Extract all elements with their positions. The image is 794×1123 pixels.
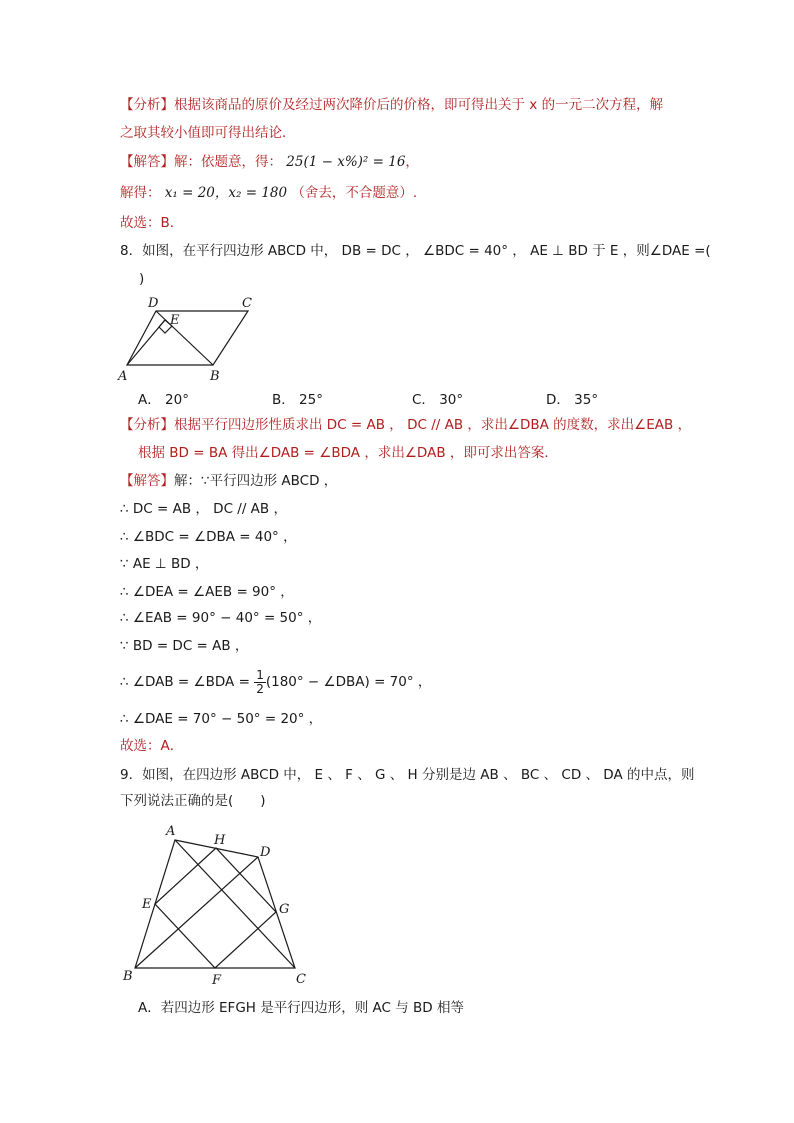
label-c: C [296,972,306,987]
label-e: E [170,313,180,328]
label-a: A [118,369,128,384]
answer-tag: 【解答】 [120,473,174,489]
label-b: B [210,369,220,384]
q8-step-2: ∴ ∠BDC = ∠DBA = 40° ， [120,529,297,545]
fraction-numerator: 1 [256,667,264,682]
q7-analysis-line-2: 之取其较小值即可得出结论． [120,125,296,141]
q8-option-c: C． 30° [412,392,464,408]
frac-step-post: (180° − ∠DBA) = 70° ， [265,674,432,690]
q8-answer-line [120,472,337,490]
analysis-tag: 【分析】 [120,417,174,433]
q7-analysis-line-1 [120,96,663,114]
analysis-tag: 【分析】 [120,97,174,113]
quadrilateral-efgh [155,848,276,968]
frac-step-pre: ∴ ∠DAB = ∠BDA = [120,674,250,690]
fraction-one-half [254,669,266,696]
q7-solve-note: （舍去，不合题意）. [291,185,418,201]
q7-equation: 25(1 − x%)² = 16 [286,154,406,170]
label-a: A [166,824,176,839]
label-d: D [260,845,271,860]
q8-analysis-line-2: 根据 BD = BA 得出∠DAB = ∠BDA ，求出∠DAB ，即可求出答案． [138,445,558,461]
q9-quadrilateral-figure [118,820,318,990]
label-h: H [214,833,226,848]
label-c: C [242,296,252,311]
q7-answer-text: 解：依题意，得： [174,154,282,170]
q8-step-4: ∴ ∠DEA = ∠AEB = 90° ， [120,584,294,600]
q7-answer-line [120,153,419,171]
q7-choice: 故选：B． [120,215,184,231]
quadrilateral-abcd [135,840,295,968]
q8-step-1: ∴ DC = AB ， DC // AB ， [120,501,287,517]
q7-analysis-text: 根据该商品的原价及经过两次降价后的价格，即可得出关于 x 的一元二次方程，解 [174,97,664,113]
q8-analysis-line-1 [120,416,691,434]
label-d: D [148,296,159,311]
q8-last-step: ∴ ∠DAE = 70° − 50° = 20° ， [120,711,323,727]
q8-step-5: ∴ ∠EAB = 90° − 40° = 50° ， [120,610,322,626]
label-b: B [123,969,133,984]
q8-option-d: D． 35° [546,392,599,408]
q8-parallelogram-figure [110,295,270,385]
label-e: E [142,897,152,912]
q8-choice: 故选：A． [120,738,184,754]
q8-analysis-text: 根据平行四边形性质求出 DC = AB ， DC // AB ，求出∠DBA 的度数，求出∠EAB ， [174,417,692,433]
q8-stem-line-1: 8．如图，在平行四边形 ABCD 中， DB = DC ， ∠BDC = 40° ， AE ⊥ BD 于 E ，则∠DAE =( [120,243,711,259]
q9-stem-line-2: 下列说法正确的是( ) [120,793,266,809]
q7-solve-line [120,184,417,202]
diagonal-bd [135,857,258,968]
answer-tag: 【解答】 [120,154,174,170]
q8-option-a: A． 20° [138,392,189,408]
q8-step-6: ∵ BD = DC = AB ， [120,638,249,654]
diagonal-ac [175,840,295,968]
q9-option-a: A．若四边形 EFGH 是平行四边形，则 AC 与 BD 相等 [138,1000,464,1016]
q8-option-b: B． 25° [272,392,323,408]
q7-comma: ， [405,154,419,170]
q8-fraction-step [120,666,431,698]
q9-stem-line-1: 9．如图，在四边形 ABCD 中， E 、 F 、 G 、 H 分别是边 AB 、 BC 、 CD 、 DA 的中点，则 [120,767,695,783]
parallelogram-abcd [127,311,248,365]
diagonal-db [156,311,213,365]
q8-answer-text: 解：∵平行四边形 ABCD ， [174,473,338,489]
label-f: F [212,973,222,988]
q7-solve-roots: x₁ = 20，x₂ = 180 [164,185,288,201]
label-g: G [279,902,290,917]
q7-solve-label: 解得： [120,185,161,201]
q8-step-3: ∵ AE ⊥ BD ， [120,556,209,572]
q8-stem-line-2: ) [139,271,145,287]
fraction-denominator: 2 [256,681,264,696]
